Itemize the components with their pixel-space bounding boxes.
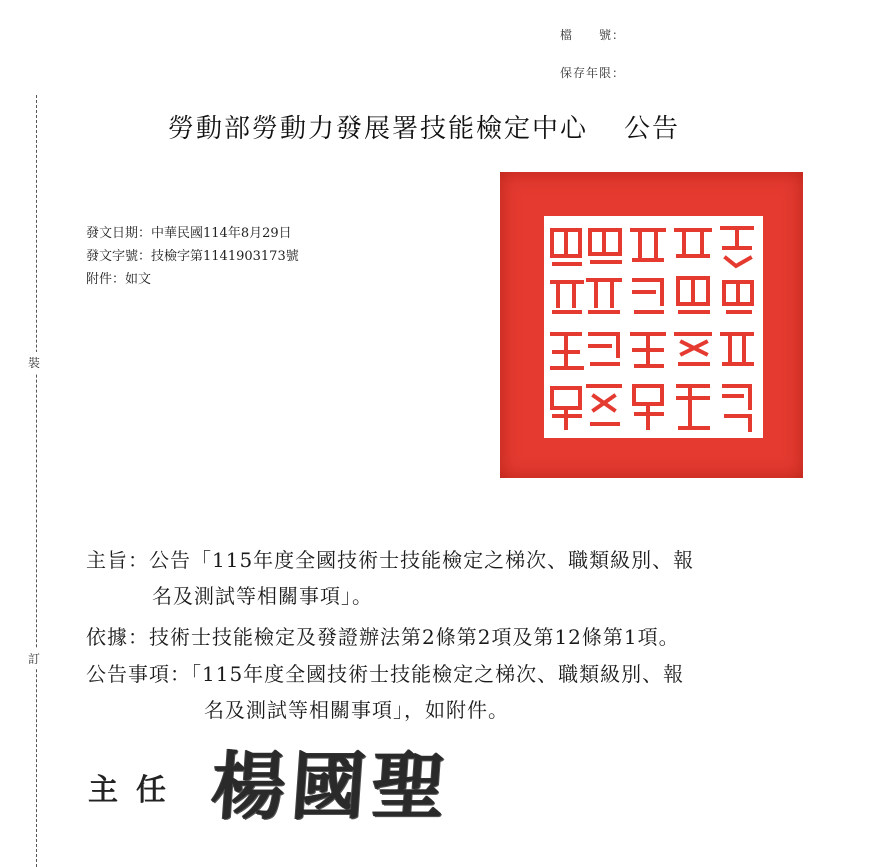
notice-line-2: 名及測試等相關事項」，如附件。 — [204, 698, 509, 722]
signatory-name: 楊國聖 — [208, 744, 455, 830]
document-type: 公告 — [624, 114, 681, 144]
seal-inner-field — [542, 214, 765, 440]
file-number-label: 檔 號： — [560, 28, 626, 42]
binding-mark-ding: 訂 — [28, 648, 40, 669]
official-seal-stamp — [500, 172, 803, 478]
notice-line-1: 公告事項：「115年度全國技術士技能檢定之梯次、職類級別、報 — [86, 662, 685, 686]
binding-mark-zhuang: 裝 — [28, 352, 40, 373]
agency-name: 勞動部勞動力發展署技能檢定中心 — [168, 114, 589, 144]
signatory-title: 主任 — [88, 773, 184, 808]
document-number: 發文字號：技檢字第1141903173號 — [86, 249, 299, 264]
seal-script-glyphs — [544, 216, 763, 438]
issue-date: 發文日期：中華民國114年8月29日 — [86, 226, 292, 241]
subject-line-2: 名及測試等相關事項」。 — [152, 584, 373, 608]
retention-period-label: 保存年限： — [560, 66, 626, 80]
basis-line: 依據：技術士技能檢定及發證辦法第2條第2項及第12條第1項。 — [86, 625, 680, 649]
document-title — [168, 108, 680, 145]
subject-line-1: 主旨：公告「115年度全國技術士技能檢定之梯次、職類級別、報 — [86, 548, 695, 572]
attachment-note: 附件：如文 — [86, 272, 152, 287]
binding-line — [36, 95, 37, 867]
